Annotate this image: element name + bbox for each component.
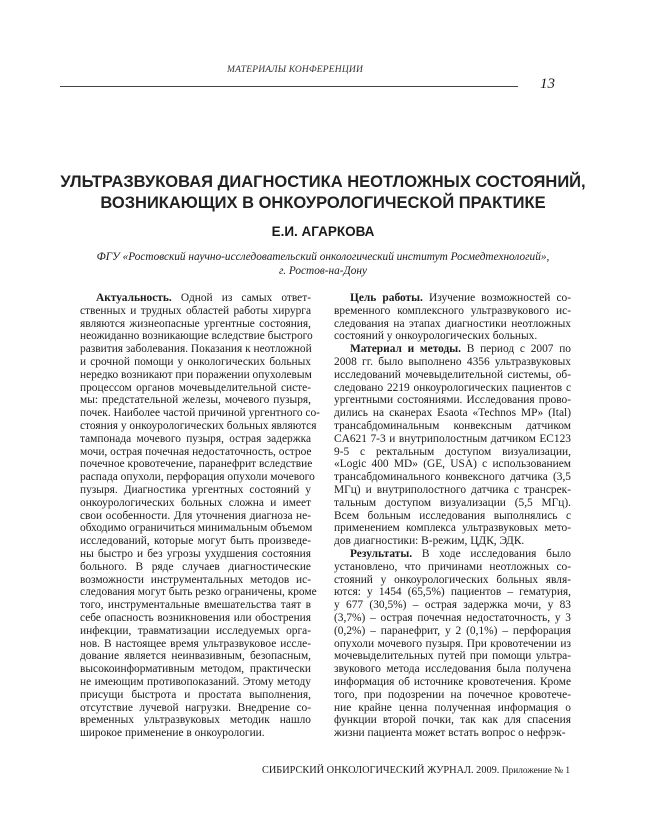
text-line [334, 484, 571, 497]
line-text: трансабдоминального конвексного датчика (3,5 [334, 471, 571, 484]
paragraph [80, 292, 320, 740]
line-text: онкоурологических больных сложна и имеет [80, 496, 311, 509]
page-number: 13 [540, 76, 555, 92]
text-line [334, 356, 571, 369]
line-text: звукового метода исследования была получена [334, 663, 571, 676]
text-line [80, 343, 311, 356]
text-line [80, 702, 311, 715]
line-text: мочевыделительных путей при помощи ультра- [334, 650, 571, 663]
line-text: жизни пациента может встать вопрос о нефрэк- [334, 727, 566, 740]
text-line [80, 625, 311, 638]
text-line [334, 561, 571, 574]
line-text: неожиданно возникающие вследствие быстрого [80, 330, 313, 343]
paragraph [334, 548, 571, 740]
line-text: (3,7%) – острая почечная недостаточность, у 3 [334, 611, 571, 624]
header-rule [60, 86, 518, 87]
line-text: у 677 (30,5%) – острая задержка мочи, у 83 [334, 599, 571, 612]
text-line [80, 330, 311, 343]
text-line [334, 522, 571, 535]
line-text: дились на сканерах Esaota «Technos MP» (Ital) [334, 407, 571, 420]
left-column [80, 292, 320, 740]
title-line: УЛЬТРАЗВУКОВАЯ ДИАГНОСТИКА НЕОТЛОЖНЫХ СОСТОЯНИЙ, [60, 173, 586, 191]
line-text: «Logic 400 MD» (GE, USA) с использованием [334, 458, 571, 471]
line-text: нов. В настоящее время ультразвуковое иссле- [80, 637, 311, 650]
line-text: почечное кровотечение, паранефрит вследствие [80, 458, 313, 471]
text-line [80, 471, 315, 484]
line-text: CA621 7-3 и внутриполостным датчиком EC123 [334, 432, 571, 445]
line-text: следования на этапах диагностики неотложных [334, 317, 571, 330]
journal-name: СИБИРСКИЙ ОНКОЛОГИЧЕСКИЙ ЖУРНАЛ. 2009. [262, 765, 502, 776]
text-line [80, 446, 311, 459]
line-text: применением комплекса ультразвуковых мето- [334, 522, 571, 535]
text-line [334, 638, 571, 651]
line-text: обходимо ограничиться минимальным объемом [80, 522, 313, 535]
section-heading: Цель работы. [350, 292, 423, 304]
text-line [334, 510, 571, 523]
line-text: широкое применение в онкоурологии. [80, 727, 265, 740]
line-text: того, при подозрении на почечное кровотече- [334, 688, 571, 701]
paragraph [334, 343, 571, 548]
text-line [334, 727, 571, 740]
line-text: следовано 2219 онкоурологических пациентов с [334, 381, 571, 394]
line-text: ургентными состояниями. Исследования прово- [334, 394, 571, 407]
text-line [334, 497, 571, 510]
line-text: дование является неинвазивным, безопасным, [80, 650, 311, 663]
author: Е.И. АГАРКОВА [271, 224, 375, 239]
text-line [334, 650, 571, 663]
supplement-label: Приложение № 1 [501, 766, 570, 776]
text-line [334, 676, 571, 689]
text-line [334, 574, 571, 587]
affiliation-line: г. Ростов-на-Дону [278, 265, 367, 277]
line-text: ны быстро и без угрозы ухудшения состояния [80, 547, 311, 560]
text-line [80, 394, 311, 407]
text-line [334, 420, 571, 433]
line-text: В период с 2007 по [461, 343, 571, 356]
paragraph [334, 292, 571, 343]
article-title [40, 172, 606, 214]
right-column [334, 292, 571, 740]
line-text: исследований, которые могут быть произведе- [80, 535, 311, 548]
line-text: Одной из самых ответ- [171, 292, 311, 304]
text-line [80, 714, 311, 727]
line-text: стояния у онкоурологических больных являются [80, 419, 317, 432]
line-text: исследований мочевыделительной системы, об- [334, 368, 571, 381]
text-line [334, 382, 571, 395]
line-text: трансабдоминальным конвексным датчиком [334, 419, 571, 432]
line-text: ются: у 1454 (65,5%) пациентов – гематурия, [334, 586, 571, 599]
text-line [334, 305, 571, 318]
section-heading: Материал и методы. [350, 343, 462, 356]
line-text: почек. Наиболее частой причиной ургентного со- [80, 407, 320, 420]
line-text: временных ультразвуковых методик нашло [80, 714, 311, 727]
text-line [80, 497, 311, 510]
journal-footer [262, 765, 570, 776]
text-line [334, 702, 571, 715]
section-heading: Результаты. [350, 547, 413, 560]
line-text: отсутствие лучевой нагрузки. Внедрение со- [80, 701, 311, 714]
text-line [80, 586, 317, 599]
text-line [334, 471, 571, 484]
text-line [334, 612, 571, 625]
text-line [80, 318, 311, 331]
text-line [80, 612, 311, 625]
text-line [80, 356, 311, 369]
line-text: Всем больным исследования выполнялись с [334, 509, 571, 522]
line-text: свои особенности. Для уточнения диагноза не- [80, 509, 311, 522]
line-text: состояний у онкоурологических больных. [334, 330, 538, 343]
text-line [334, 586, 571, 599]
text-line [334, 689, 571, 702]
line-text: больного. В ряде случаев диагностические [80, 560, 311, 573]
title-line: ВОЗНИКАЮЩИХ В ОНКОУРОЛОГИЧЕСКОЙ ПРАКТИКЕ [100, 194, 546, 212]
line-text: МГц) и внутриполостного датчика с трансрек- [334, 483, 571, 496]
section-heading: Актуальность. [96, 292, 172, 304]
line-text: мочи, острая почечная недостаточность, острое [80, 445, 312, 458]
line-text: высокоинформативным методом, практически [80, 663, 311, 676]
text-line [80, 382, 311, 395]
text-line [80, 419, 317, 433]
text-line [334, 599, 571, 612]
text-line [334, 343, 571, 356]
text-line [80, 638, 311, 651]
line-text: опухоли мочевого пузыря. При кровотечении из [334, 637, 571, 650]
line-text: присущи быстрота и простата выполнения, [80, 688, 311, 701]
text-line [80, 574, 311, 587]
running-header: МАТЕРИАЛЫ КОНФЕРЕНЦИИ [226, 65, 364, 75]
text-line [80, 369, 311, 382]
text-line [80, 689, 311, 702]
text-line [334, 292, 571, 305]
text-line [334, 458, 571, 471]
text-line [334, 369, 571, 382]
line-text: того, инструментальные вмешательства таят в [80, 599, 311, 612]
line-text: функции второй почки, так как для спасения [334, 714, 571, 727]
text-line [80, 727, 311, 740]
text-line [80, 292, 311, 305]
text-line [334, 318, 571, 331]
text-line [80, 561, 311, 574]
text-line [80, 676, 311, 689]
line-text: распада опухоли, перфорация опухоли мочевого [80, 471, 315, 484]
text-line [80, 548, 311, 561]
line-text: установлено, что причинами неотложных со- [334, 560, 571, 573]
line-text: ние крайне ценна полученная информация о [334, 701, 571, 714]
line-text: стояний у онкоурологических больных явля- [334, 573, 571, 586]
line-text: Изучение возможностей со- [422, 292, 572, 304]
text-line [80, 433, 311, 446]
line-text: инфекции, травматизации исследуемых орга- [80, 624, 311, 637]
line-text: ственных и трудных областей работы хирурга [80, 304, 311, 317]
text-line [80, 484, 311, 497]
text-line [80, 650, 311, 663]
line-text: 9-5 с ректальным доступом визуализации, [334, 445, 571, 458]
text-line [334, 330, 571, 343]
line-text: возможности инструментальных методов ис- [80, 573, 311, 586]
text-line [334, 433, 571, 446]
text-line [334, 663, 571, 676]
line-text: тальным доступом визуализации (5,5 МГц). [334, 496, 571, 509]
line-text: пузыря. Диагностика ургентных состояний у [80, 483, 311, 496]
line-text: временного комплексного ультразвукового ис- [334, 304, 571, 317]
line-text: развития заболевания. Показания к неотложной [80, 343, 312, 356]
text-line [80, 458, 311, 471]
affiliation-line: ФГУ «Ростовский научно-исследовательский онкологический институт Росмедтехнологий», [96, 251, 550, 263]
text-line [334, 446, 571, 459]
text-line [80, 522, 311, 535]
line-text: (0,2%) – паранефрит, у 2 (0,1%) – перфорация [334, 624, 571, 637]
line-text: В ходе исследования было [412, 547, 571, 560]
line-text: тампонада мочевого пузыря, острая задержка [80, 432, 311, 445]
line-text: дов диагностики: В-режим, ЦДК, ЭДК. [334, 535, 525, 548]
line-text: процессом органов мочевыделительной систе- [80, 381, 311, 394]
text-line [334, 407, 571, 420]
text-line [334, 548, 571, 561]
line-text: являются жизнеопасные ургентные состояния, [80, 317, 311, 330]
line-text: нередко возникают при поражении опухолевым [80, 368, 312, 381]
line-text: и срочной помощи у онкологических больных [80, 355, 311, 368]
text-line [334, 714, 571, 727]
affiliation [40, 250, 606, 278]
line-text: мы: предстательной железы, мочевого пузыря, [80, 394, 311, 407]
text-line [334, 394, 571, 407]
text-line [334, 535, 571, 548]
line-text: следования могут быть резко ограничены, кроме [80, 586, 317, 599]
line-text: себе опасность возникновения или обострения [80, 611, 311, 624]
text-line [80, 510, 311, 523]
text-line [80, 599, 311, 612]
text-line [80, 535, 311, 548]
text-line [334, 625, 571, 638]
line-text: 2008 гг. было выполнено 4356 ультразвуковых [334, 355, 571, 368]
line-text: информация об источнике кровотечения. Кроме [334, 675, 571, 688]
line-text: не имеющим противопоказаний. Этому методу [80, 675, 311, 688]
text-line [80, 407, 320, 420]
text-line [80, 663, 311, 676]
text-line [80, 305, 311, 318]
